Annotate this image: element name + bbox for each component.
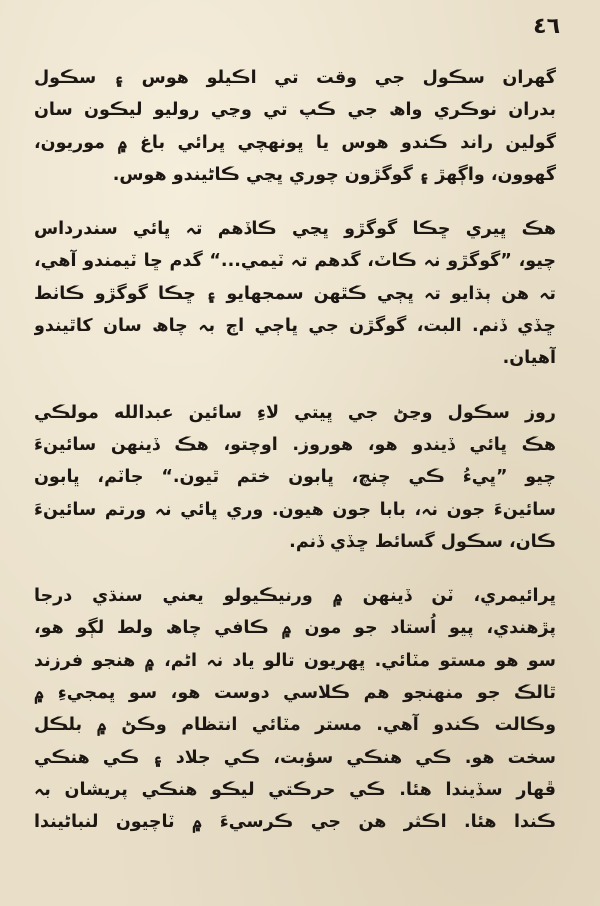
body-text <box>34 62 556 839</box>
text-line: وڪالت ڪندو آھي. مستر مٽائي انتظام وڪڻ ۾ بلڪل <box>34 715 556 736</box>
text-line: روز سڪول وڃڻ جي ڀيتي لاءِ سائين عبدالله مولڪي <box>34 402 556 423</box>
text-line: گولين راند ڪندو ھوس يا ڀونھچي ڀرائي باغ ۾ موريون، <box>34 132 556 153</box>
paragraph-gap <box>34 558 556 580</box>
text-line: ھڪ ڀيري ڇڪا گوگڙو ڀڃي ڪاڏھم تہ ڀائي سندرداس <box>34 219 556 240</box>
text-line: سائينءَ جون نہ، بابا جون ھيون. وري ڀائي نہ ورتم سائينءَ <box>34 499 556 520</box>
text-line: ڪان، سڪول گسائط ڇڏي ڏنم. <box>289 531 556 552</box>
paragraph <box>34 397 556 558</box>
text-line: ڀرائيمري، ٽن ڏينھن ۾ ورنيڪيولو يعني سنڌي درجا <box>34 586 556 607</box>
paragraph-gap <box>34 191 556 213</box>
text-line: چيو ”ڀيءُ ڪي چنچ، ڀابون ختم ٿيون.“ جاٽم، ڀابون <box>34 467 556 488</box>
text-line: آھيان. <box>502 348 556 369</box>
text-line: ڪندا ھئا. اڪثر ھن جي ڪرسيءَ ۾ ٽاچيون لنباڻيندا <box>34 812 556 833</box>
text-line: سو ھو مستو مٽائي. ڀھريون تالو ياد نہ اڻم، ۾ ھنجو فرزند <box>34 650 556 671</box>
paragraph <box>34 213 556 374</box>
paragraph <box>34 580 556 838</box>
text-line: ڦھار سڏيندا ھئا. ڪي حرڪتي ليڪو ھنڪي پريشان بہ <box>34 779 556 800</box>
text-line: تہ ھن ٻڌايو تہ ڀڄي ڪٿھن سمجھايو ۽ ڇڪا گوگڙو ڪاٺط <box>34 283 556 304</box>
page-number: ٤٦ <box>533 14 560 39</box>
text-line: سخت ھو. ڪي ھنڪي سؤبت، ڪي جلاد ۽ ڪي ھنڪي <box>34 747 556 768</box>
text-line: ڇڏي ڏنم. البت، گوگڙن جي ڀاڄي اڄ بہ چاھ سان کاٿيندو <box>34 316 556 337</box>
text-line: ھڪ ڀائي ڏيندو ھو، ھوروز. اوچتو، ھڪ ڏينھن سائينءَ <box>34 434 556 455</box>
paragraph <box>34 62 556 191</box>
text-line: بدران نوڪري واھ جي ڪپ تي وڃي روليو ليڪون سان <box>34 100 556 121</box>
paragraph-gap <box>34 375 556 397</box>
text-line: گھوون، واڳھڙ ۽ گوگڙون چوري ڀڃي ڪاڻيندو ھوس. <box>112 164 556 185</box>
text-line: ٿالڪ جو منھنجو ھم ڪلاسي دوست ھو، سو ڀمجيءِ ۾ <box>34 683 556 704</box>
text-line: پڙھندي، پيو اُستاد جو مون ۾ ڪافي چاھ ولط لڳو ھو، <box>34 618 556 639</box>
text-line: چيو، ”گوگڙو نہ ڪاٽ، گدھم تہ ٽيمي...“ گدم ڇا ٽيمندو آھي، <box>34 251 556 272</box>
text-line: گھران سڪول جي وقت تي اڪيلو ھوس ۽ سڪول <box>34 68 556 88</box>
